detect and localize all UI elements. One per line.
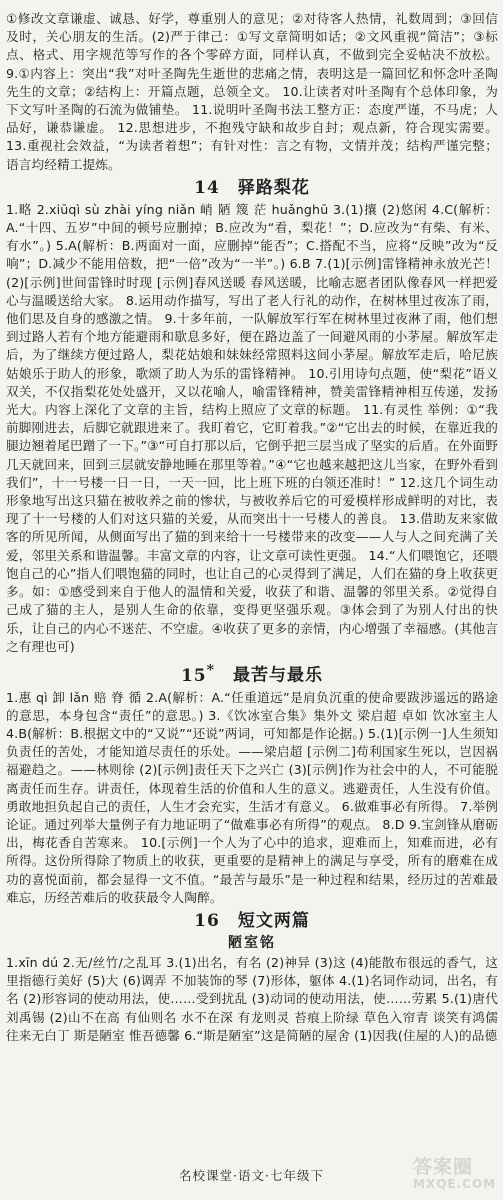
page-footer: 名校课堂·语文·七年级下 — [179, 1168, 324, 1183]
section-16-title: 短文两篇 — [237, 911, 310, 931]
section-15-heading — [6, 659, 498, 687]
section-15-star: * — [206, 661, 216, 678]
section-14-number: 14 — [194, 177, 220, 198]
section-15-answers: 1.惠 qì 卸 lǎn 赔 脊 循 2.A(解析：A.“任重道远”是肩负沉重的使命要跋涉遥远的路途的意思，本身包含“责任”的意思。) 3.《饮冰室合集》集外文 梁启超 卓如 饮冰室主人 4.B(解析：B.根据文中的“又说”“还说”两词，可知都是作论据。) 5.(1)[示例一]人生须知负责任的苦处，才能知道尽责任的乐处。——梁启超 [示例二]苟利国家生死以，岂因祸福避趋之。——林则徐 (2)[示例]责任天下之兴亡 (3)[示例]作为社会中的人，不可能脱离责任而生存。讲责任，体现着生活的价值和人生的意义。逃避责任，人生没有价值。勇敢地担负起自己的责任，人生才会充实，生活才有意义。 6.做难事必有所得。 7.举例论证。通过列举大量例子有力地证明了“做难事必有所得”的观点。 8.D 9.宝剑锋从磨砺出，梅花香自苦寒来。 10.[示例]一个人为了心中的追求，迎难而上，知难而进，必有所得。这份所得除了物质上的收获，更重要的是精神上的满足与享受，所有的磨难在成功的喜悦面前，都会显得一文不值。“最苦与最乐”是一种过程和结果，经历过的苦难最难忘，历经苦难后的收获最令人陶醉。 — [6, 689, 498, 905]
section-15-number — [180, 661, 216, 686]
section-16-number: 16 — [194, 911, 220, 931]
section-15-title: 最苦与最乐 — [233, 665, 324, 686]
section-15-number-value: 15 — [180, 665, 207, 686]
answer-page — [6, 10, 498, 1045]
watermark-logo — [413, 1152, 497, 1192]
watermark-line-2: MXQE.COM — [413, 1177, 497, 1191]
section-13-answers: ①修改文章谦虚、诚恳、好学，尊重别人的意见；②对待客人热情，礼数周到；③回信及时，关心朋友的生活。(2)严于律己：①写文章简明如话；②文风重视“简洁”；③标点、格式、用字规范等写作的各个零碎方面，同样认真，不做到完全妥帖决不放松。 9.①内容上：突出“我”对叶圣陶先生逝世的悲痛之情，表明这是一篇回忆和怀念叶圣陶先生的文章；②结构上：开篇点题，总领全文。 10.让读者对叶圣陶有个总体印象，为下文写叶圣陶的石流为做铺垫。 11.说明叶圣陶书法工整方正：态度严谨，不马虎；人品好，谦恭谦虚。 12.思想进步，不抱残守缺和故步自封；观点新，符合现实需要。 13.重视社会效益，“为读者着想”；有针对性：言之有物，文情并茂；结构严谨完整；语言均经精工提炼。 — [6, 11, 498, 172]
section-14-heading — [6, 177, 498, 199]
watermark-line-1: 答案圈 — [413, 1156, 474, 1178]
section-16-subtitle: 陋室铭 — [228, 935, 276, 951]
section-14-answers: 1.略 2.xiūqì sù zhài yíng niǎn 峭 陋 篾 茫 huǎnghū 3.(1)攘 (2)悠闲 4.C(解析：A.“十四、五岁”中间的顿号应删掉；B.应改为“看，梨花！”；D.应改为“有柴、有米、有水”。) 5.A(解析：B.两面对一面，应删掉“能否”；C.搭配不当，应将“反映”改为“反响”；D.减少不能用倍数，把“一倍”改为“一半”。) 6.B 7.(1)[示例]雷锋精神永放光芒！ (2)[示例]世间雷锋时时现 [示例]春风送暖 春风送暖，比喻志愿者团队像春风一样把爱心与温暖送给大家。 8.运用动作描写，写出了老人行礼的动作，在树林里过夜冻了雨，他们思及自身的感激之情。 9.十多年前，一队解放军行军在树林里过夜淋了雨，他们想到过路人若有个地方能避雨和歇息多好，便在路边盖了一间避风雨的小茅屋。解放军走后，为了继续方便过路人，梨花姑娘和妹妹经常照料这间小茅屋。解放军走后，哈尼族姑娘乐于助人的形象，歌颂了助人为乐的雷锋精神。 10.引用诗句点题，使“梨花”语义双关，不仅指梨花处处盛开，又以花喻人，喻雷锋精神，赞美雷锋精神相互传递，发扬光大。内容上深化了文章的主旨，结构上照应了文章的标题。 11.有灵性 举例：①“我前脚刚进去，后脚它就跟进来了。我盯着它，它盯着我。”②“它出去的时候，在靠近我的腿边翘着尾巴蹭了一下。”③“可自打那以后，它倒乎把三层当成了坚实的后盾。在外面野几天就回来，回到三层就安静地睡在那里等着。”④“它也越来越把这儿当家，在野外看到我们”，十一号楼一日一日，一天一回，比上班下班的白领还准时！” 12.这几个词生动形象地写出这只猫在被收养之前的惨状，与被收养后它的可爱模样形成鲜明的对比，表现了十一号楼的人们对这只猫的关爱，从而突出十一号楼人的善良。 13.借助友来家做客的所见所闻，从侧面写出了猫的到来给十一号楼带来的改变——人与人之间充满了关爱，邻里关系和谐温馨。丰富文章的内容，让文章可读性更强。 14.“人们喂饱它，还喂饱自己的心”指人们喂饱猫的同时，也让自己的心灵得到了满足，人们在猫的身上收获更多。如：①感受到来自于他人的温情和关爱，收获了和谐、温馨的邻里关系。②觉得自己成了猫的主人，是别人生命的依靠，变得更坚强乐观。③体会到了为别人付出的快乐，让自己的内心不迷茫、不空虚。④收获了更多的亲情，内心增强了幸福感。(其他言之有理也可) — [6, 201, 498, 654]
section-14-title: 驿路梨花 — [237, 177, 310, 198]
section-16-heading — [6, 910, 498, 932]
section-16-answers: 1.xīn dú 2.无/丝竹/之乱耳 3.(1)出名，有名 (2)神异 (3)这 (4)能散布很远的香气，这里指德行美好 (5)大 (6)调弄 不加装饰的琴 (7)形体，躯体 4.(1)名词作动词，出名，有名 (2)形容词的使动用法，使……受到扰乱 (3)动词的使动用法，使……劳累 5.(1)唐代 刘禹锡 (2)山不在高 有仙则名 水不在深 有龙则灵 苔痕上阶绿 草色入帘青 谈笑有鸿儒 往来无白丁 斯是陋室 惟吾德馨 6.“斯是陋室”这是简陋的屋舍 (1)因我(住屋的人)的品德 — [6, 955, 498, 1043]
